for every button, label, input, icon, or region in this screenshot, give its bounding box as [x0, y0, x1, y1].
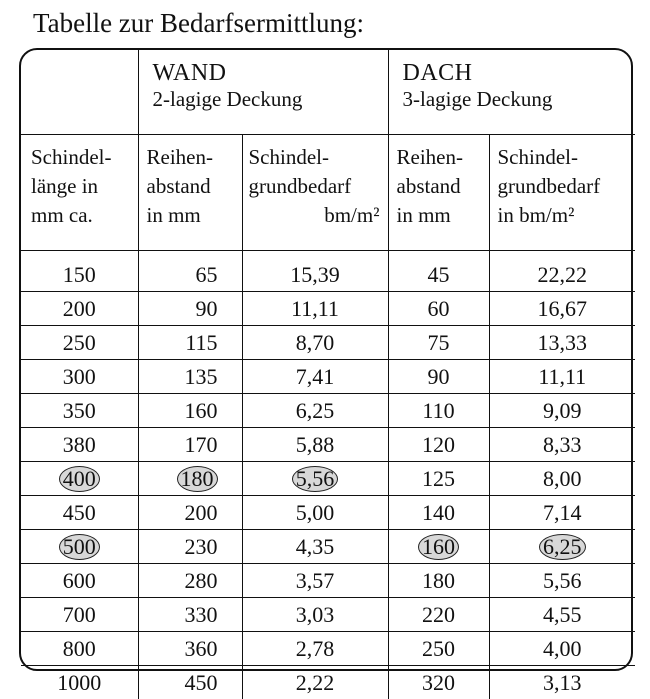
length-cell: 450	[21, 496, 138, 530]
dach-spacing-cell: 320	[388, 666, 489, 699]
wand-demand-cell: 2,22	[242, 666, 388, 699]
wand-subtitle: 2-lagige Deckung	[153, 86, 388, 112]
header-line: Reihen-	[397, 143, 489, 172]
dach-spacing-cell: 90	[388, 360, 489, 394]
header-line: grundbedarf	[498, 172, 636, 201]
table-row	[21, 632, 635, 666]
header-line: in bm/m²	[498, 201, 636, 230]
table-row	[21, 292, 635, 326]
wand-demand-cell: 8,70	[242, 326, 388, 360]
dach-spacing-cell: 250	[388, 632, 489, 666]
table-row	[21, 496, 635, 530]
dach-demand-cell: 16,67	[489, 292, 635, 326]
header-line: Schindel-	[243, 143, 380, 172]
wand-demand-cell: 3,57	[242, 564, 388, 598]
wand-spacing-cell: 160	[138, 394, 242, 428]
highlight-circle: 400	[59, 466, 100, 492]
wand-spacing-cell: 200	[138, 496, 242, 530]
wand-title: WAND	[153, 60, 388, 86]
dach-demand-cell: 13,33	[489, 326, 635, 360]
length-cell: 600	[21, 564, 138, 598]
dach-spacing-cell: 45	[388, 258, 489, 292]
length-cell: 800	[21, 632, 138, 666]
highlight-circle: 500	[59, 534, 100, 560]
wand-demand-cell: 7,41	[242, 360, 388, 394]
header-line: Schindel-	[31, 143, 138, 172]
dach-spacing-cell: 125	[388, 462, 489, 496]
wand-demand-cell: 11,11	[242, 292, 388, 326]
dach-spacing-cell: 75	[388, 326, 489, 360]
highlight-circle: 160	[418, 534, 459, 560]
dach-title: DACH	[403, 60, 636, 86]
header-wand-demand	[242, 135, 388, 251]
wand-spacing-cell: 330	[138, 598, 242, 632]
dach-demand-cell: 5,56	[489, 564, 635, 598]
dach-subtitle: 3-lagige Deckung	[403, 86, 636, 112]
table-row	[21, 598, 635, 632]
wand-spacing-cell: 360	[138, 632, 242, 666]
dach-demand-cell: 9,09	[489, 394, 635, 428]
header-line: grundbedarf	[243, 172, 380, 201]
header-line: abstand	[147, 172, 242, 201]
wand-spacing-cell: 65	[138, 258, 242, 292]
wand-demand-cell: 3,03	[242, 598, 388, 632]
length-cell	[21, 530, 138, 564]
header-line: in mm	[397, 201, 489, 230]
dach-demand-cell: 3,13	[489, 666, 635, 699]
wand-demand-cell: 5,88	[242, 428, 388, 462]
dach-spacing-cell: 120	[388, 428, 489, 462]
spacer-row	[21, 251, 635, 259]
header-line: in mm	[147, 201, 242, 230]
corner-cell	[21, 50, 138, 135]
wand-spacing-cell: 115	[138, 326, 242, 360]
demand-table	[21, 50, 635, 699]
header-line: länge in	[31, 172, 138, 201]
wand-demand-cell: 15,39	[242, 258, 388, 292]
dach-demand-cell: 7,14	[489, 496, 635, 530]
table-row	[21, 394, 635, 428]
dach-demand-cell: 4,00	[489, 632, 635, 666]
length-cell: 250	[21, 326, 138, 360]
wand-spacing-cell: 170	[138, 428, 242, 462]
table-row	[21, 428, 635, 462]
dach-spacing-cell: 220	[388, 598, 489, 632]
length-cell: 300	[21, 360, 138, 394]
length-cell: 1000	[21, 666, 138, 699]
length-cell	[21, 462, 138, 496]
dach-demand-cell: 4,55	[489, 598, 635, 632]
header-line: abstand	[397, 172, 489, 201]
dach-spacing-cell: 60	[388, 292, 489, 326]
table-title: Tabelle zur Bedarfsermittlung:	[33, 6, 364, 40]
dach-demand-cell	[489, 530, 635, 564]
wand-demand-cell: 6,25	[242, 394, 388, 428]
header-dach-spacing	[388, 135, 489, 251]
wand-demand-cell: 4,35	[242, 530, 388, 564]
dach-demand-cell: 11,11	[489, 360, 635, 394]
table-row	[21, 666, 635, 699]
wand-demand-cell: 5,00	[242, 496, 388, 530]
header-dach-demand	[489, 135, 635, 251]
table-row	[21, 462, 635, 496]
wand-spacing-cell: 90	[138, 292, 242, 326]
header-wand-spacing	[138, 135, 242, 251]
wand-spacing-cell: 280	[138, 564, 242, 598]
wand-spacing-cell: 135	[138, 360, 242, 394]
dach-spacing-cell: 180	[388, 564, 489, 598]
header-line: Reihen-	[147, 143, 242, 172]
group-header-dach	[388, 50, 635, 135]
dach-demand-cell: 8,33	[489, 428, 635, 462]
table-row	[21, 564, 635, 598]
dach-spacing-cell: 140	[388, 496, 489, 530]
group-header-wand	[138, 50, 388, 135]
table-row	[21, 530, 635, 564]
length-cell: 350	[21, 394, 138, 428]
wand-spacing-cell: 450	[138, 666, 242, 699]
table-row	[21, 258, 635, 292]
wand-spacing-cell: 230	[138, 530, 242, 564]
dach-demand-cell: 22,22	[489, 258, 635, 292]
highlight-circle: 5,56	[292, 466, 339, 492]
dach-spacing-cell	[388, 530, 489, 564]
highlight-circle: 180	[177, 466, 218, 492]
dach-spacing-cell: 110	[388, 394, 489, 428]
wand-spacing-cell	[138, 462, 242, 496]
table-row	[21, 360, 635, 394]
length-cell: 200	[21, 292, 138, 326]
highlight-circle: 6,25	[539, 534, 586, 560]
length-cell: 150	[21, 258, 138, 292]
wand-demand-cell: 2,78	[242, 632, 388, 666]
table-row	[21, 326, 635, 360]
dach-demand-cell: 8,00	[489, 462, 635, 496]
header-line: bm/m²	[243, 201, 380, 230]
header-line: Schindel-	[498, 143, 636, 172]
length-cell: 380	[21, 428, 138, 462]
length-cell: 700	[21, 598, 138, 632]
wand-demand-cell	[242, 462, 388, 496]
header-line: mm ca.	[31, 201, 138, 230]
demand-table-frame	[19, 48, 633, 671]
header-length	[21, 135, 138, 251]
